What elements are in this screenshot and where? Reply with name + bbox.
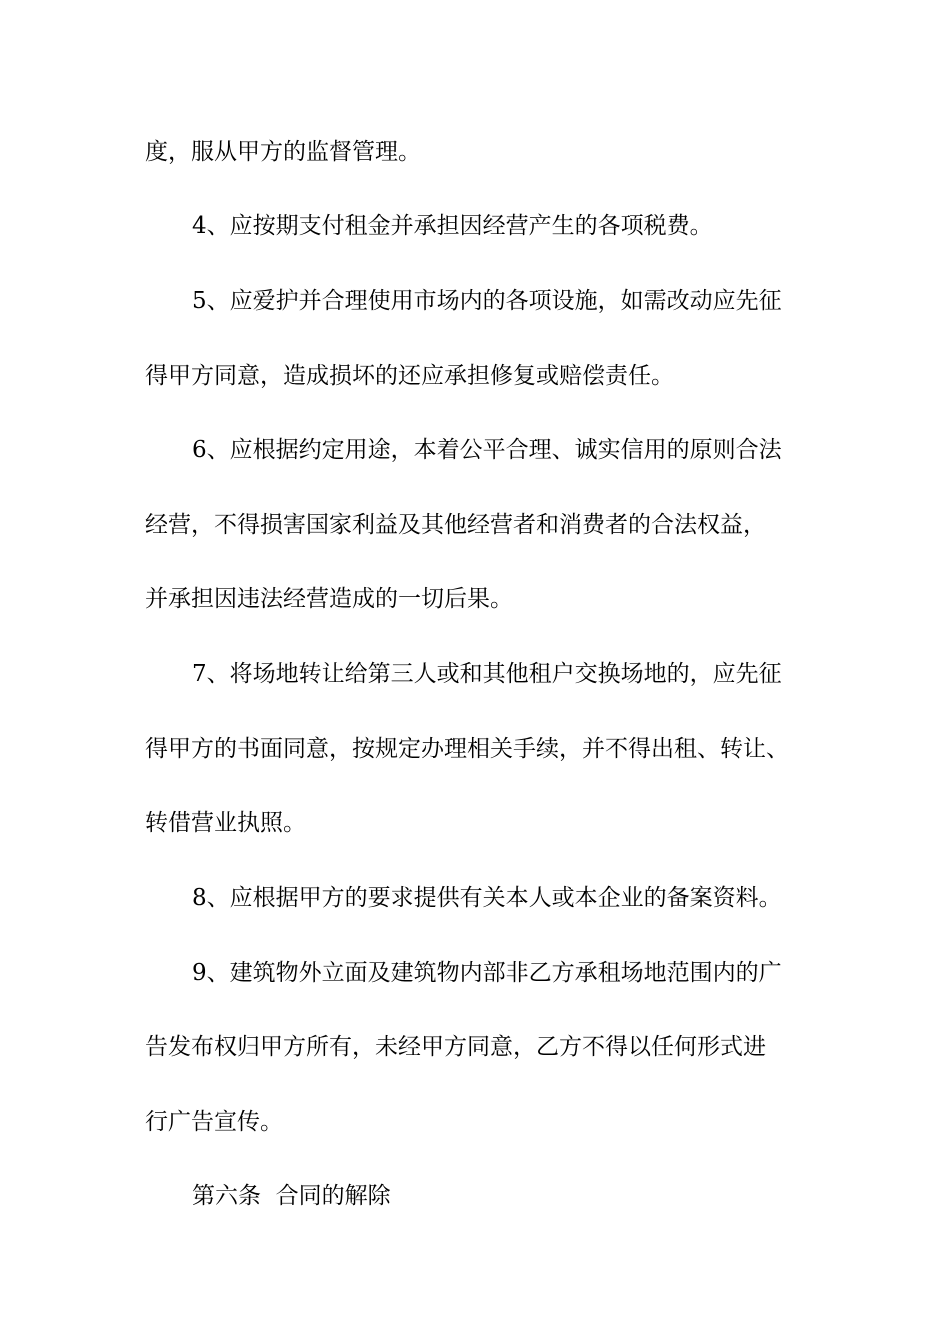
text-line-9: 得甲方的书面同意，按规定办理相关手续，并不得出租、转让、 (145, 736, 789, 762)
text-line-6: 经营，不得损害国家利益及其他经营者和消费者的合法权益， (145, 512, 766, 538)
text-line-12: 9、建筑物外立面及建筑物内部非乙方承租场地范围内的广 (192, 960, 782, 986)
section-heading: 第六条 合同的解除 (192, 1183, 391, 1209)
text-line-8: 7、将场地转让给第三人或和其他租户交换场地的，应先征 (192, 661, 782, 687)
text-line-13: 告发布权归甲方所有，未经甲方同意，乙方不得以任何形式进 (145, 1034, 766, 1060)
text-line-10: 转借营业执照。 (145, 810, 306, 836)
text-line-1: 度，服从甲方的监督管理。 (145, 139, 421, 165)
text-line-7: 并承担因违法经营造成的一切后果。 (145, 586, 513, 612)
text-line-4: 得甲方同意，造成损坏的还应承担修复或赔偿责任。 (145, 363, 674, 389)
text-line-3: 5、应爱护并合理使用市场内的各项设施，如需改动应先征 (192, 288, 782, 314)
text-line-11: 8、应根据甲方的要求提供有关本人或本企业的备案资料。 (192, 885, 782, 911)
text-line-2: 4、应按期支付租金并承担因经营产生的各项税费。 (192, 213, 713, 239)
text-line-5: 6、应根据约定用途，本着公平合理、诚实信用的原则合法 (192, 437, 782, 463)
text-line-14: 行广告宣传。 (145, 1109, 283, 1135)
